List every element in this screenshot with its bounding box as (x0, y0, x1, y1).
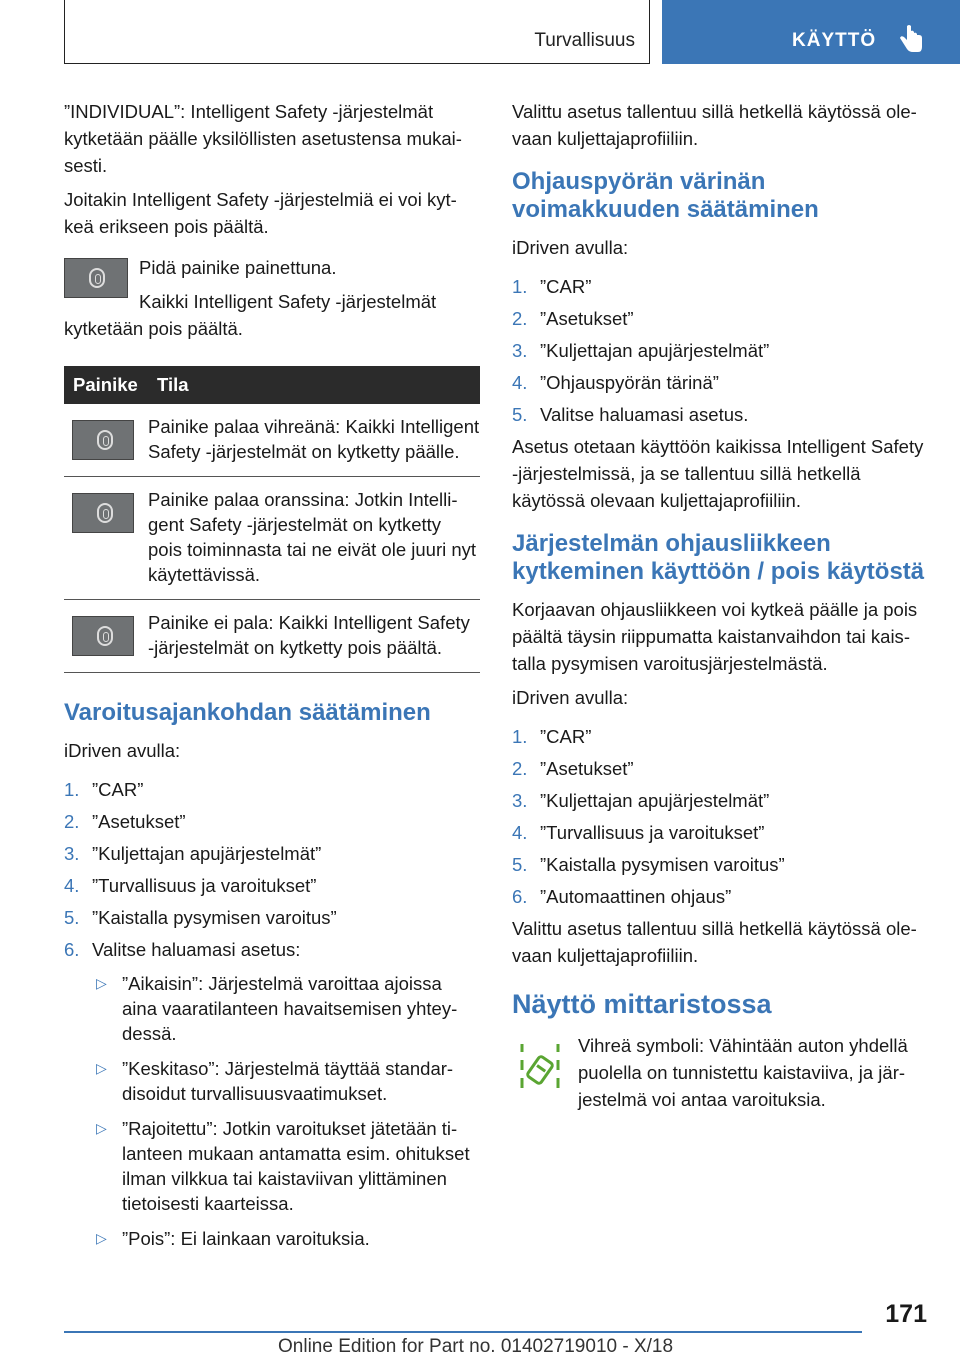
substeps-list (92, 971, 480, 1251)
list-item: 4. ”Turvallisuus ja varoitukset” (512, 822, 765, 843)
list-subitem: ▷ ”Pois”: Ei lainkaan varoituksia. (96, 1228, 370, 1249)
list-item: 6. Valitse haluamasi asetus: ▷ ”Aikaisin”: Järjestelmä varoittaa ajoissa aina vaaratilanteen havaitsemisen yhteydessä. ▷ ”Keskitaso”: Järjestelmä täyttää standardisoidut turvallisuusvaatimukset. ▷ ”Rajoitettu”: Jotkin varoitukset jätetään tilanteen mukaan antamatta esim. ohitukset ilman vilkkua tai kaistaviivan ylittäminen tietoisesti kaarteissa. ▷ ”Pois”: Ei lainkaan varoituksia. (64, 936, 480, 1251)
triangle-bullet-icon: ▷ (96, 975, 107, 991)
paragraph: Valittu asetus tallentuu sillä hetkellä käytössä olevaan kuljettajaprofiiliin. (512, 101, 917, 149)
paragraph: Asetus otetaan käyttöön kaikissa Intelligent Safety -järjestelmissä, ja se tallentuu sillä hetkellä käytössä olevaan kuljettajaprofiiliin. (512, 436, 924, 511)
triangle-bullet-icon: ▷ (96, 1060, 107, 1076)
section-heading: Järjestelmän ohjausliikkeen kytkeminen käyttöön / pois käytöstä (512, 530, 925, 585)
list-item: 5. ”Kaistalla pysymisen varoitus” (512, 854, 785, 875)
section-heading: Ohjauspyörän värinän voimakkuuden säätäminen (512, 168, 819, 223)
button-instruction-result: Kaikki Intelligent Safety -järjestelmät kytketään pois päältä. (64, 291, 437, 339)
header-chapter-title: KÄYTTÖ (792, 30, 877, 51)
list-item: 6. ”Automaattinen ohjaus” (512, 886, 732, 907)
section-heading: Näyttö mittaristossa (512, 989, 772, 1019)
table-header-state: Tila (148, 366, 480, 404)
button-orange-icon (72, 493, 134, 533)
paragraph: iDriven avulla: (512, 237, 629, 258)
table-cell: Painike palaa vihreänä: Kaikki Intelligent Safety -järjestelmät on kytketty päälle. (148, 404, 480, 477)
header-chapter-tab (662, 0, 960, 64)
list-subitem: ▷ ”Keskitaso”: Järjestelmä täyttää standardisoidut turvallisuusvaatimukset. (96, 1058, 454, 1104)
list-item: 2. ”Asetukset” (64, 811, 186, 832)
table-row (64, 600, 480, 673)
footer-edition: Online Edition for Part no. 01402719010 - X/18 (278, 1336, 674, 1357)
table-header-button: Painike (64, 366, 148, 404)
intelligent-safety-button-icon (64, 258, 128, 298)
list-item: 3. ”Kuljettajan apujärjestelmät” (512, 790, 770, 811)
triangle-bullet-icon: ▷ (96, 1230, 107, 1246)
triangle-bullet-icon: ▷ (96, 1120, 107, 1136)
list-subitem: ▷ ”Rajoitettu”: Jotkin varoitukset jätetään tilanteen mukaan antamatta esim. ohitukset ilman vilkkua tai kaistaviivan ylittäminen tietoisesti kaarteissa. (96, 1118, 470, 1214)
list-item: 5. ”Kaistalla pysymisen varoitus” (64, 907, 337, 928)
list-item: 5. Valitse haluamasi asetus. (512, 404, 749, 425)
list-item: 1. ”CAR” (512, 726, 592, 747)
steps-list (512, 273, 928, 428)
list-item: 4. ”Turvallisuus ja varoitukset” (64, 875, 317, 896)
header-section-title: Turvallisuus (534, 30, 635, 51)
steps-list (64, 776, 480, 1251)
section-heading: Varoitusajankohdan säätäminen (64, 699, 431, 726)
header-section-box (64, 0, 650, 64)
paragraph: Korjaavan ohjausliikkeen voi kytkeä päälle ja pois päältä täysin riippumatta kaistanvaihdon tai kaistalla pysymisen varoitusjärjestelmästä. (512, 599, 918, 674)
list-subitem: ▷ ”Aikaisin”: Järjestelmä varoittaa ajoissa aina vaaratilanteen havaitsemisen yhteydessä. (96, 973, 458, 1044)
paragraph: Valittu asetus tallentuu sillä hetkellä käytössä olevaan kuljettajaprofiiliin. (512, 918, 917, 966)
left-column (64, 98, 480, 1261)
button-instruction-text: Pidä painike painettuna. (139, 257, 337, 278)
page-header (0, 0, 960, 66)
list-item: 3. ”Kuljettajan apujärjestelmät” (512, 340, 770, 361)
paragraph: Joitakin Intelligent Safety -järjestelmiä ei voi kytkeä erikseen pois päältä. (64, 189, 457, 237)
table-row (64, 404, 480, 477)
hand-pointer-icon (898, 24, 924, 54)
button-off-icon (72, 616, 134, 656)
paragraph: iDriven avulla: (512, 687, 629, 708)
button-instruction (64, 254, 480, 342)
table-row (64, 477, 480, 600)
paragraph: iDriven avulla: (64, 740, 181, 761)
cluster-symbol-row (512, 1032, 928, 1113)
steps-list (512, 723, 928, 910)
page-number: 171 (885, 1300, 927, 1328)
list-item: 1. ”CAR” (64, 779, 144, 800)
list-item: 1. ”CAR” (512, 276, 592, 297)
list-item: 2. ”Asetukset” (512, 758, 634, 779)
lane-departure-symbol-icon (518, 1038, 562, 1094)
footer-divider (64, 1331, 862, 1333)
right-column (512, 98, 928, 1113)
cluster-symbol-text: Vihreä symboli: Vähintään auton yhdellä puolella on tunnistettu kaistaviiva, ja järjestelmä voi antaa varoituksia. (578, 1035, 908, 1110)
table-cell: Painike ei pala: Kaikki Intelligent Safety -järjestelmät on kytketty pois päältä. (148, 600, 480, 673)
list-item: 3. ”Kuljettajan apujärjestelmät” (64, 843, 322, 864)
list-item: 4. ”Ohjauspyörän tärinä” (512, 372, 719, 393)
list-item: 2. ”Asetukset” (512, 308, 634, 329)
table-cell: Painike palaa oranssina: Jotkin Intelligent Safety -järjestelmät on kytketty pois toiminnasta tai ne eivät ole juuri nyt käytettävissä. (148, 477, 480, 600)
button-green-icon (72, 420, 134, 460)
button-status-table (64, 366, 480, 673)
paragraph: ”INDIVIDUAL”: Intelligent Safety -järjestelmät kytketään päälle yksilöllisten asetustensa mukaisesti. (64, 101, 462, 176)
